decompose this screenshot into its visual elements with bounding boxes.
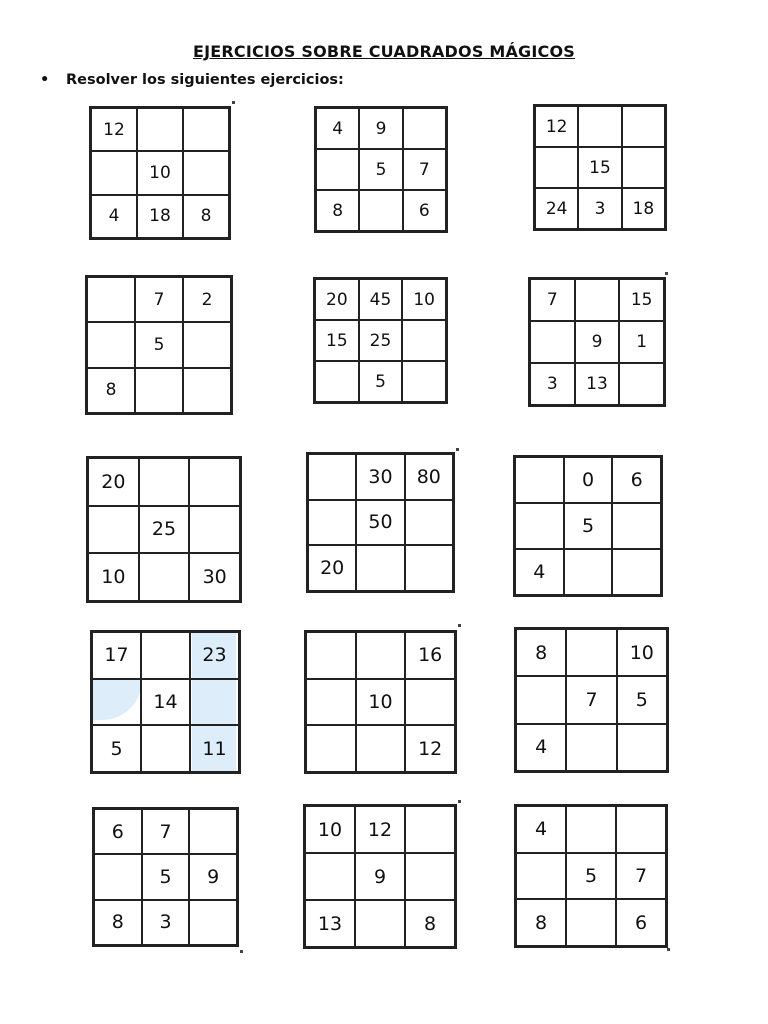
number-cell: 30 xyxy=(356,454,404,500)
number-cell: 9 xyxy=(359,108,402,149)
number-cell: 10 xyxy=(88,553,139,601)
number-cell: 10 xyxy=(137,151,183,194)
number-cell: 4 xyxy=(91,195,137,238)
number-cell: 18 xyxy=(622,188,665,229)
number-cell: 20 xyxy=(308,545,356,591)
magic-square-4 xyxy=(85,275,233,415)
number-cell: 13 xyxy=(575,363,620,405)
number-cell: 12 xyxy=(535,106,578,147)
empty-cell xyxy=(306,725,356,772)
number-cell: 3 xyxy=(142,900,190,945)
empty-cell xyxy=(356,545,404,591)
empty-cell xyxy=(612,549,661,595)
empty-cell xyxy=(88,506,139,554)
number-cell: 4 xyxy=(516,806,566,853)
number-cell: 80 xyxy=(405,454,453,500)
number-cell: 8 xyxy=(183,195,229,238)
empty-cell xyxy=(564,549,613,595)
number-cell: 30 xyxy=(189,553,240,601)
number-cell: 7 xyxy=(566,676,616,723)
magic-square-13 xyxy=(92,807,239,947)
empty-cell xyxy=(612,503,661,549)
number-cell: 11 xyxy=(190,725,239,772)
empty-cell xyxy=(190,679,239,726)
empty-cell xyxy=(137,108,183,151)
empty-cell xyxy=(91,151,137,194)
magic-square-2 xyxy=(314,106,448,233)
empty-cell xyxy=(403,108,446,149)
magic-square-7 xyxy=(86,456,242,603)
number-cell: 10 xyxy=(305,806,355,853)
number-cell: 7 xyxy=(403,149,446,190)
magic-square-9 xyxy=(513,455,663,597)
number-cell: 12 xyxy=(355,806,405,853)
number-cell: 12 xyxy=(405,725,455,772)
number-cell: 14 xyxy=(141,679,190,726)
number-cell: 8 xyxy=(516,629,566,676)
empty-cell xyxy=(315,361,359,402)
empty-cell xyxy=(356,632,406,679)
empty-cell xyxy=(515,503,564,549)
number-cell: 13 xyxy=(305,900,355,947)
empty-cell xyxy=(405,679,455,726)
number-cell: 10 xyxy=(356,679,406,726)
number-cell: 9 xyxy=(355,853,405,900)
empty-cell xyxy=(566,724,616,771)
number-cell: 4 xyxy=(316,108,359,149)
number-cell: 3 xyxy=(530,363,575,405)
number-cell: 18 xyxy=(137,195,183,238)
number-cell: 0 xyxy=(564,457,613,503)
scan-mark xyxy=(456,448,459,451)
number-cell: 15 xyxy=(578,147,621,188)
number-cell: 5 xyxy=(142,854,190,899)
number-cell: 6 xyxy=(94,809,142,854)
empty-cell xyxy=(183,368,231,413)
empty-cell xyxy=(402,361,446,402)
number-cell: 9 xyxy=(189,854,237,899)
empty-cell xyxy=(92,679,141,726)
number-cell: 4 xyxy=(515,549,564,595)
number-cell: 1 xyxy=(619,321,664,363)
page-title: EJERCICIOS SOBRE CUADRADOS MÁGICOS xyxy=(192,42,575,61)
empty-cell xyxy=(94,854,142,899)
scan-mark xyxy=(232,101,235,104)
empty-cell xyxy=(306,679,356,726)
empty-cell xyxy=(578,106,621,147)
empty-cell xyxy=(189,506,240,554)
number-cell: 12 xyxy=(91,108,137,151)
empty-cell xyxy=(515,457,564,503)
number-cell: 6 xyxy=(616,899,666,946)
scan-mark xyxy=(458,624,461,627)
number-cell: 5 xyxy=(564,503,613,549)
number-cell: 6 xyxy=(403,190,446,231)
empty-cell xyxy=(405,545,453,591)
empty-cell xyxy=(356,725,406,772)
empty-cell xyxy=(535,147,578,188)
scan-mark xyxy=(240,950,243,953)
empty-cell xyxy=(308,454,356,500)
number-cell: 20 xyxy=(88,458,139,506)
empty-cell xyxy=(183,322,231,367)
empty-cell xyxy=(622,147,665,188)
empty-cell xyxy=(405,500,453,546)
magic-square-8 xyxy=(306,452,455,593)
empty-cell xyxy=(139,553,190,601)
number-cell: 4 xyxy=(516,724,566,771)
number-cell: 7 xyxy=(135,277,183,322)
number-cell: 50 xyxy=(356,500,404,546)
instruction-text: Resolver los siguientes ejercicios: xyxy=(66,72,344,88)
number-cell: 8 xyxy=(516,899,566,946)
magic-square-5 xyxy=(313,277,448,404)
number-cell: 2 xyxy=(183,277,231,322)
magic-square-1 xyxy=(89,106,231,240)
magic-square-3 xyxy=(533,104,667,231)
empty-cell xyxy=(405,853,455,900)
number-cell: 5 xyxy=(359,149,402,190)
bullet-icon: • xyxy=(40,72,50,88)
number-cell: 24 xyxy=(535,188,578,229)
number-cell: 5 xyxy=(617,676,667,723)
scan-mark xyxy=(667,948,670,951)
scan-mark xyxy=(458,800,461,803)
empty-cell xyxy=(405,806,455,853)
number-cell: 8 xyxy=(405,900,455,947)
number-cell: 8 xyxy=(316,190,359,231)
empty-cell xyxy=(619,363,664,405)
empty-cell xyxy=(355,900,405,947)
empty-cell xyxy=(183,151,229,194)
empty-cell xyxy=(141,632,190,679)
empty-cell xyxy=(566,806,616,853)
empty-cell xyxy=(139,458,190,506)
number-cell: 25 xyxy=(359,320,403,361)
empty-cell xyxy=(305,853,355,900)
number-cell: 5 xyxy=(135,322,183,367)
number-cell: 15 xyxy=(619,279,664,321)
empty-cell xyxy=(575,279,620,321)
empty-cell xyxy=(189,900,237,945)
empty-cell xyxy=(189,458,240,506)
number-cell: 7 xyxy=(530,279,575,321)
empty-cell xyxy=(87,277,135,322)
magic-square-6 xyxy=(528,277,666,407)
number-cell: 5 xyxy=(92,725,141,772)
empty-cell xyxy=(402,320,446,361)
number-cell: 20 xyxy=(315,279,359,320)
number-cell: 10 xyxy=(402,279,446,320)
empty-cell xyxy=(530,321,575,363)
number-cell: 10 xyxy=(617,629,667,676)
number-cell: 7 xyxy=(616,853,666,900)
empty-cell xyxy=(622,106,665,147)
number-cell: 7 xyxy=(142,809,190,854)
number-cell: 16 xyxy=(405,632,455,679)
number-cell: 3 xyxy=(578,188,621,229)
empty-cell xyxy=(516,853,566,900)
empty-cell xyxy=(183,108,229,151)
empty-cell xyxy=(516,676,566,723)
number-cell: 25 xyxy=(139,506,190,554)
instruction-line xyxy=(40,72,344,88)
empty-cell xyxy=(141,725,190,772)
empty-cell xyxy=(308,500,356,546)
magic-square-12 xyxy=(514,627,669,773)
empty-cell xyxy=(189,809,237,854)
magic-square-10 xyxy=(90,630,241,774)
number-cell: 5 xyxy=(359,361,403,402)
magic-square-14 xyxy=(303,804,457,949)
number-cell: 15 xyxy=(315,320,359,361)
empty-cell xyxy=(617,724,667,771)
empty-cell xyxy=(566,629,616,676)
number-cell: 9 xyxy=(575,321,620,363)
empty-cell xyxy=(566,899,616,946)
number-cell: 8 xyxy=(94,900,142,945)
empty-cell xyxy=(316,149,359,190)
number-cell: 6 xyxy=(612,457,661,503)
number-cell: 45 xyxy=(359,279,403,320)
scan-mark xyxy=(665,272,668,275)
magic-square-11 xyxy=(304,630,457,774)
number-cell: 17 xyxy=(92,632,141,679)
number-cell: 23 xyxy=(190,632,239,679)
empty-cell xyxy=(616,806,666,853)
empty-cell xyxy=(135,368,183,413)
empty-cell xyxy=(359,190,402,231)
empty-cell xyxy=(87,322,135,367)
magic-square-15 xyxy=(514,804,668,948)
number-cell: 8 xyxy=(87,368,135,413)
empty-cell xyxy=(306,632,356,679)
number-cell: 5 xyxy=(566,853,616,900)
